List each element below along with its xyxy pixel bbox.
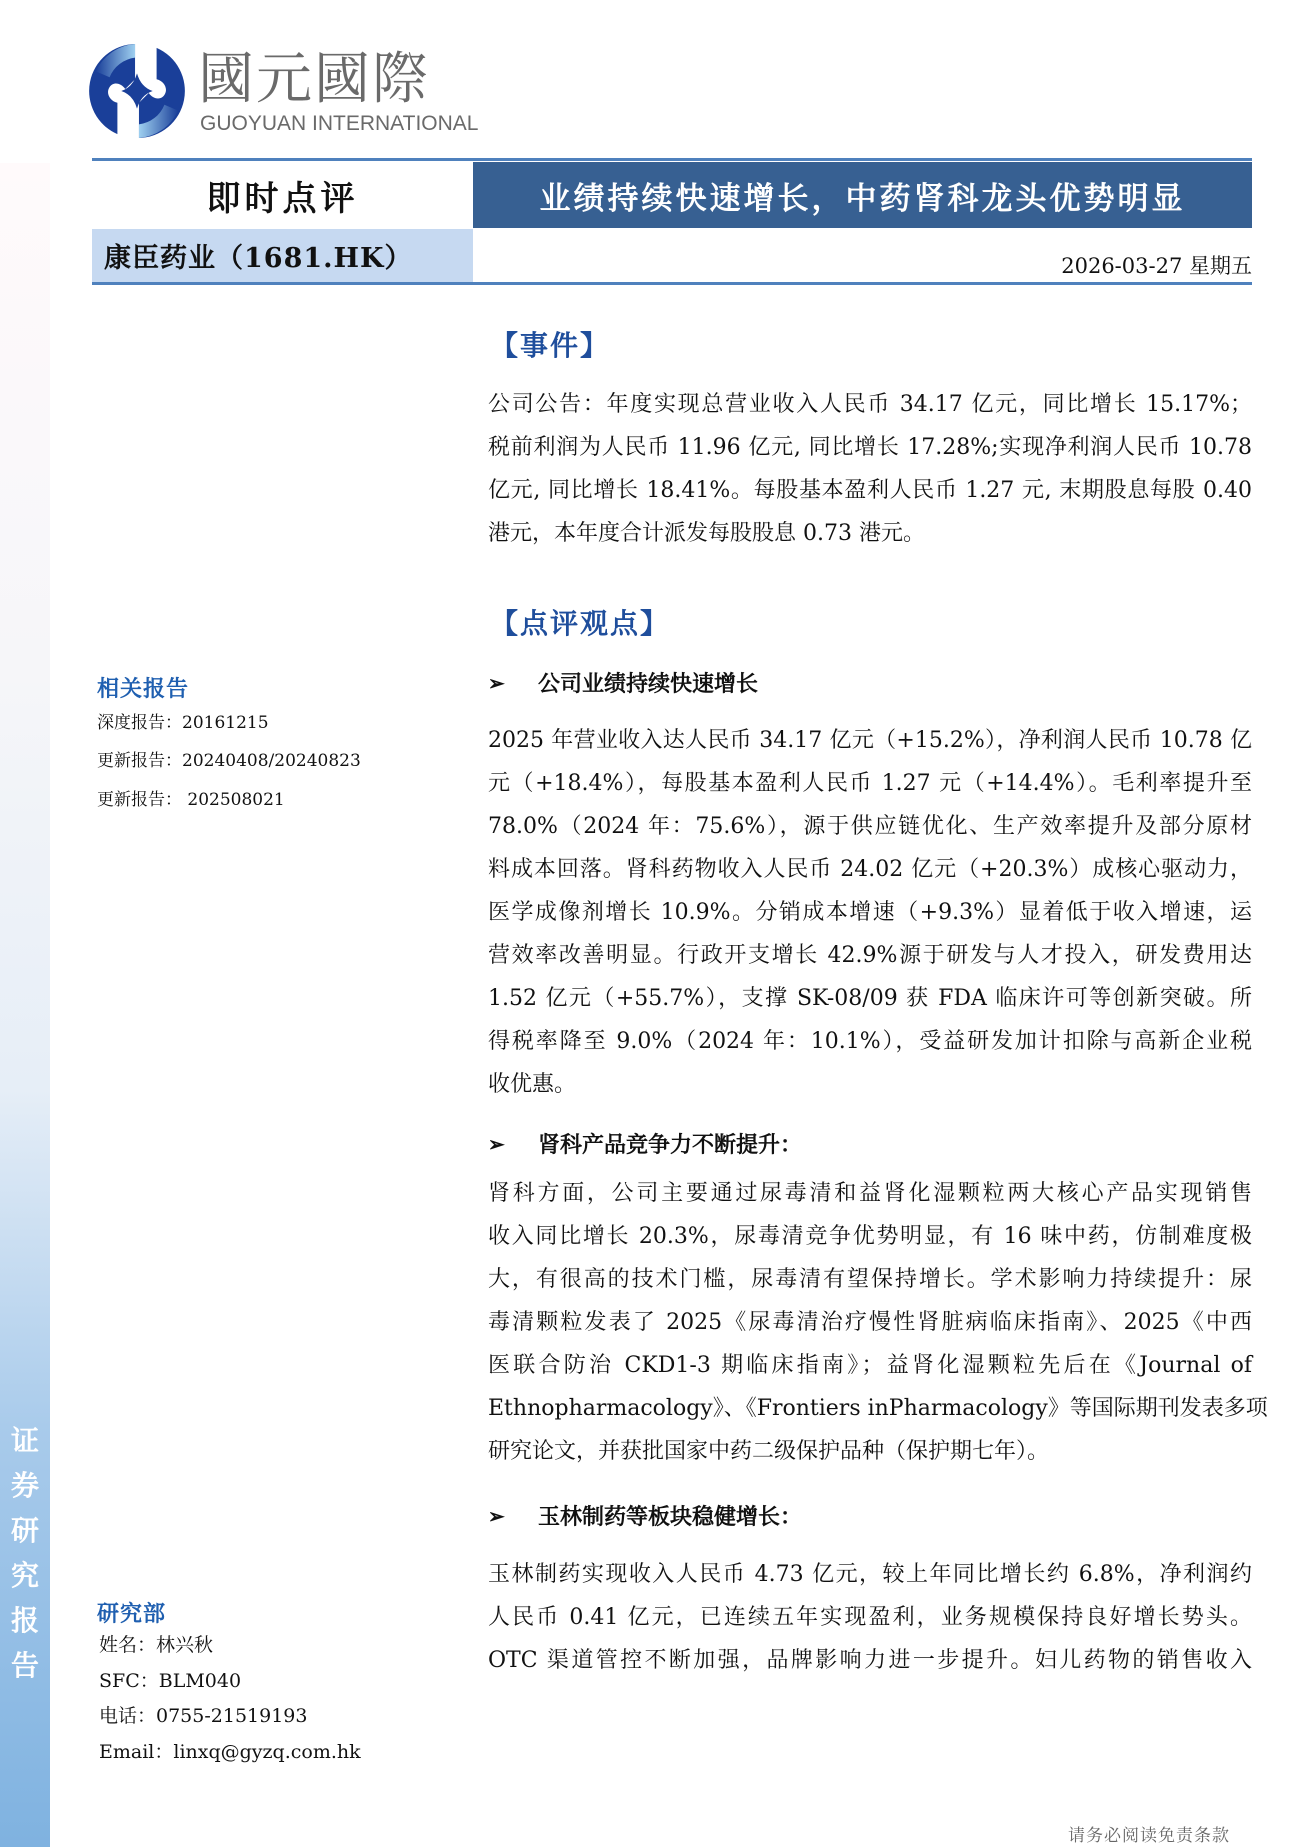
text-line: 2025 年营业收入达人民币 34.17 亿元（+15.2%），净利润人民币 10.78 亿 — [488, 728, 1252, 753]
text-line: 收入同比增长 20.3%，尿毒清竞争优势明显，有 16 味中药，仿制难度极 — [488, 1224, 1252, 1249]
brand-name-en: GUOYUAN INTERNATIONAL — [200, 112, 479, 135]
side-strip-char: 究 — [10, 1559, 39, 1592]
text-line: 医学成像剂增长 10.9%。分销成本增速（+9.3%）显着低于收入增速，运 — [488, 900, 1252, 925]
review-paragraph — [488, 1553, 1252, 1682]
side-strip-char: 研 — [10, 1514, 39, 1547]
side-strip-char: 证 — [10, 1424, 39, 1457]
text-line: 亿元, 同比增长 18.41%。每股基本盈利人民币 1.27 元, 末期股息每股 0.40 — [488, 478, 1252, 503]
guoyuan-logo-icon — [88, 42, 186, 140]
analyst-name: 姓名：林兴秋 — [99, 1634, 214, 1656]
bullet-text: 公司业绩持续快速增长 — [538, 671, 759, 697]
report-date: 2026-03-27 星期五 — [1061, 254, 1252, 278]
text-line: 公司公告：年度实现总营业收入人民币 34.17 亿元，同比增长 15.17%； — [488, 392, 1252, 417]
arrow-bullet-icon: ➢ — [488, 1503, 505, 1528]
bullet-heading — [488, 1128, 802, 1159]
related-report-item: 更新报告： 202508021 — [97, 790, 285, 810]
report-type: 即时点评 — [206, 178, 359, 219]
bullet-heading — [488, 667, 758, 698]
text-line: 料成本回落。肾科药物收入人民币 24.02 亿元（+20.3%）成核心驱动力， — [488, 857, 1252, 882]
related-reports-heading: 相关报告 — [97, 676, 190, 702]
side-strip-char: 告 — [10, 1649, 39, 1682]
text-line: 营效率改善明显。行政开支增长 42.9%源于研发与人才投入，研发费用达 — [488, 943, 1252, 968]
review-heading: 【点评观点】 — [490, 607, 671, 640]
bullet-text: 肾科产品竞争力不断提升： — [538, 1132, 803, 1158]
analyst-phone: 电话：0755-21519193 — [99, 1705, 308, 1727]
side-strip-char: 券 — [10, 1469, 39, 1502]
event-heading: 【事件】 — [490, 329, 611, 362]
bullet-text: 玉林制药等板块稳健增长： — [538, 1504, 803, 1530]
company-ticker: 康臣药业（1681.HK） — [92, 229, 473, 282]
header-bottom-rule — [92, 282, 1252, 285]
analyst-email[interactable]: Email：linxq@gyzq.com.hk — [99, 1741, 361, 1763]
text-line: OTC 渠道管控不断加强，品牌影响力进一步提升。妇儿药物的销售收入 — [488, 1648, 1252, 1673]
bullet-heading — [488, 1500, 802, 1531]
related-report-item: 更新报告：20240408/20240823 — [97, 751, 361, 771]
side-strip-label — [0, 1418, 50, 1688]
brand-name-cn: 國元國際 — [198, 47, 430, 112]
research-dept-heading: 研究部 — [97, 1601, 167, 1627]
text-line: 78.0%（2024 年：75.6%），源于供应链优化、生产效率提升及部分原材 — [488, 814, 1252, 839]
review-paragraph — [488, 1172, 1268, 1473]
text-line: 港元，本年度合计派发每股股息 0.73 港元。 — [488, 521, 925, 546]
text-line: 得税率降至 9.0%（2024 年：10.1%），受益研发加计扣除与高新企业税 — [488, 1029, 1252, 1054]
text-line: 人民币 0.41 亿元，已连续五年实现盈利，业务规模保持良好增长势头。 — [488, 1605, 1252, 1630]
arrow-bullet-icon: ➢ — [488, 670, 505, 695]
text-line: 研究论文，并获批国家中药二级保护品种（保护期七年）。 — [488, 1439, 1050, 1464]
arrow-bullet-icon: ➢ — [488, 1131, 505, 1156]
related-report-item: 深度报告：20161215 — [97, 713, 269, 733]
event-paragraph — [488, 383, 1252, 555]
text-line: 元（+18.4%），每股基本盈利人民币 1.27 元（+14.4%）。毛利率提升至 — [488, 771, 1252, 796]
text-line: 1.52 亿元（+55.7%），支撑 SK-08/09 获 FDA 临床许可等创新突破。所 — [488, 986, 1252, 1011]
side-strip-char: 报 — [10, 1604, 39, 1637]
text-line: 税前利润为人民币 11.96 亿元, 同比增长 17.28%;实现净利润人民币 10.78 — [488, 435, 1252, 460]
text-line: 大，有很高的技术门槛，尿毒清有望保持增长。学术影响力持续提升：尿 — [488, 1267, 1252, 1292]
header-top-rule — [92, 158, 1252, 161]
analyst-sfc: SFC：BLM040 — [99, 1670, 242, 1692]
text-line: Ethnopharmacology》、《Frontiers inPharmacology》等国际期刊发表多项 — [488, 1396, 1268, 1421]
text-line: 肾科方面，公司主要通过尿毒清和益肾化湿颗粒两大核心产品实现销售 — [488, 1181, 1252, 1206]
disclaimer-link[interactable]: 请务必阅读免责条款 — [1068, 1826, 1230, 1846]
review-paragraph — [488, 719, 1252, 1106]
text-line: 玉林制药实现收入人民币 4.73 亿元，较上年同比增长约 6.8%，净利润约 — [488, 1562, 1252, 1587]
text-line: 收优惠。 — [488, 1072, 577, 1097]
text-line: 医联合防治 CKD1-3 期临床指南》；益肾化湿颗粒先后在《Journal of — [488, 1353, 1252, 1378]
report-title: 业绩持续快速增长，中药肾科龙头优势明显 — [473, 162, 1252, 228]
text-line: 毒清颗粒发表了 2025《尿毒清治疗慢性肾脏病临床指南》、2025《中西 — [488, 1310, 1252, 1335]
